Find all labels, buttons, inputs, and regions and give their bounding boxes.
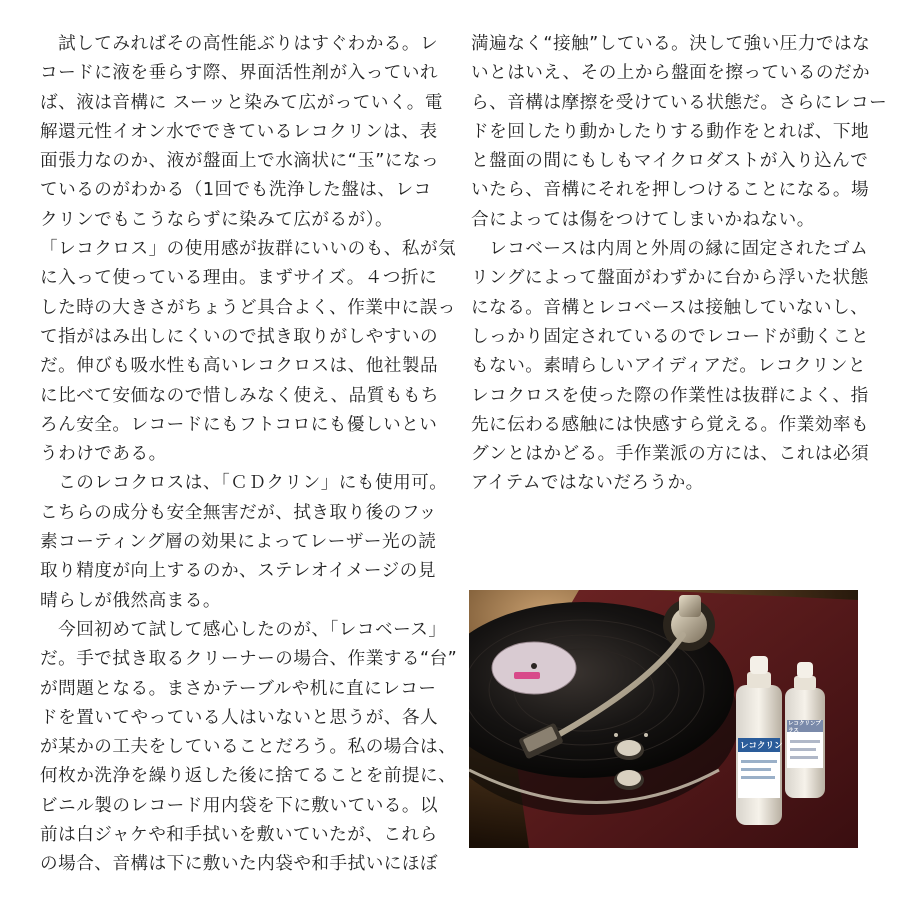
- text-line: が問題となる。まさかテーブルや机に直にレコー: [40, 678, 437, 699]
- turntable-cleaning-photo: [469, 590, 858, 848]
- text-line: ば、液は音構に スーッと染みて広がっていく。電: [40, 92, 443, 113]
- text-line: いとはいえ、その上から盤面を擦っているのだか: [471, 63, 871, 84]
- text-line: 「レコクロス」の使用感が抜群にいいのも、私が気: [40, 239, 457, 260]
- text-line: しっかり固定されているのでレコードが動くこと: [471, 326, 870, 347]
- text-line: になる。音構とレコベースは接触していないし、: [471, 297, 869, 318]
- text-line: 満遍なく“接触”している。決して強い圧力ではな: [471, 34, 871, 54]
- text-line: て指がはみ出しにくいので拭き取りがしやすいの: [40, 326, 439, 347]
- text-line: だ。伸びも吸水性も高いレコクロスは、他社製品: [40, 356, 439, 377]
- text-line: だ。手で拭き取るクリーナーの場合、作業する“台”: [40, 649, 458, 670]
- article-left-column: [40, 30, 458, 880]
- text-line: ドを回したり動かしたりする動作をとれば、下地: [471, 121, 870, 142]
- text-line: 試してみればその高性能ぶりはすぐわかる。レ: [40, 34, 439, 54]
- text-line: グンとはかどる。手作業派の方には、これは必須: [471, 444, 870, 465]
- text-line: リングによって盤面がわずかに台から浮いた状態: [471, 268, 869, 289]
- text-line: アイテムではないだろうか。: [471, 473, 704, 494]
- text-line: ているのがわかる（1回でも洗浄した盤は、レコ: [40, 180, 432, 201]
- text-line: の場合、音構は下に敷いた内袋や和手拭いにほぼ: [40, 854, 439, 875]
- text-line: と盤面の間にもしもマイクロダストが入り込んで: [471, 151, 869, 172]
- text-line: ろん安全。レコードにもフトコロにも優しいとい: [40, 414, 438, 435]
- text-line: 今回初めて試して感心したのが、「レコベース」: [40, 619, 447, 640]
- article-right-column: [471, 30, 888, 499]
- text-line: コードに液を垂らす際、界面活性剤が入っていれ: [40, 63, 439, 84]
- text-line: に比べて安価なので惜しみなく使え、品質ももち: [40, 385, 440, 406]
- text-line: うわけである。: [40, 444, 167, 465]
- text-line: 何枚か洗浄を繰り返した後に捨てることを前提に、: [40, 766, 457, 787]
- text-line: 先に伝わる感触には快感すら覚える。作業効率も: [471, 414, 870, 435]
- text-line: こちらの成分も安全無害だが、拭き取り後のフッ: [40, 502, 437, 523]
- text-line: が某かの工夫をしていることだろう。私の場合は、: [40, 737, 457, 758]
- text-line: に入って使っている理由。まずサイズ。４つ折に: [40, 268, 438, 289]
- text-line: クリンでもこうならずに染みて広がるが）。: [40, 209, 394, 230]
- text-line: 前は白ジャケや和手拭いを敷いていたが、これら: [40, 825, 438, 846]
- text-line: ビニル製のレコード用内袋を下に敷いている。以: [40, 795, 439, 816]
- text-line: 素コーティング層の効果によってレーザー光の読: [40, 532, 437, 553]
- text-line: した時の大きさがちょうど具合よく、作業中に誤っ: [40, 297, 456, 318]
- text-line: ら、音構は摩擦を受けている状態だ。さらにレコー: [471, 92, 888, 113]
- text-line: 合によっては傷をつけてしまいかねない。: [471, 209, 815, 230]
- text-line: ドを置いてやっている人はいないと思うが、各人: [40, 707, 439, 728]
- text-line: 晴らしが俄然高まる。: [40, 590, 221, 611]
- text-line: いたら、音構にそれを押しつけることになる。場: [471, 180, 870, 201]
- text-line: もない。素晴らしいアイディアだ。レコクリンと: [471, 356, 867, 377]
- bottle-right-label: レコクリンプラス: [788, 721, 822, 734]
- text-line: このレコクロスは、「ＣＤクリン」にも使用可。: [40, 473, 448, 494]
- text-line: レコベースは内周と外周の縁に固定されたゴム: [471, 239, 869, 260]
- bottle-left-label: レコクリン: [740, 741, 783, 751]
- text-line: 取り精度が向上するのか、ステレオイメージの見: [40, 561, 436, 582]
- text-line: 解還元性イオン水でできているレコクリンは、表: [40, 121, 438, 142]
- text-line: レコクロスを使った際の作業性は抜群によく、指: [471, 385, 869, 406]
- text-line: 面張力なのか、液が盤面上で水滴状に“玉”になっ: [40, 151, 440, 172]
